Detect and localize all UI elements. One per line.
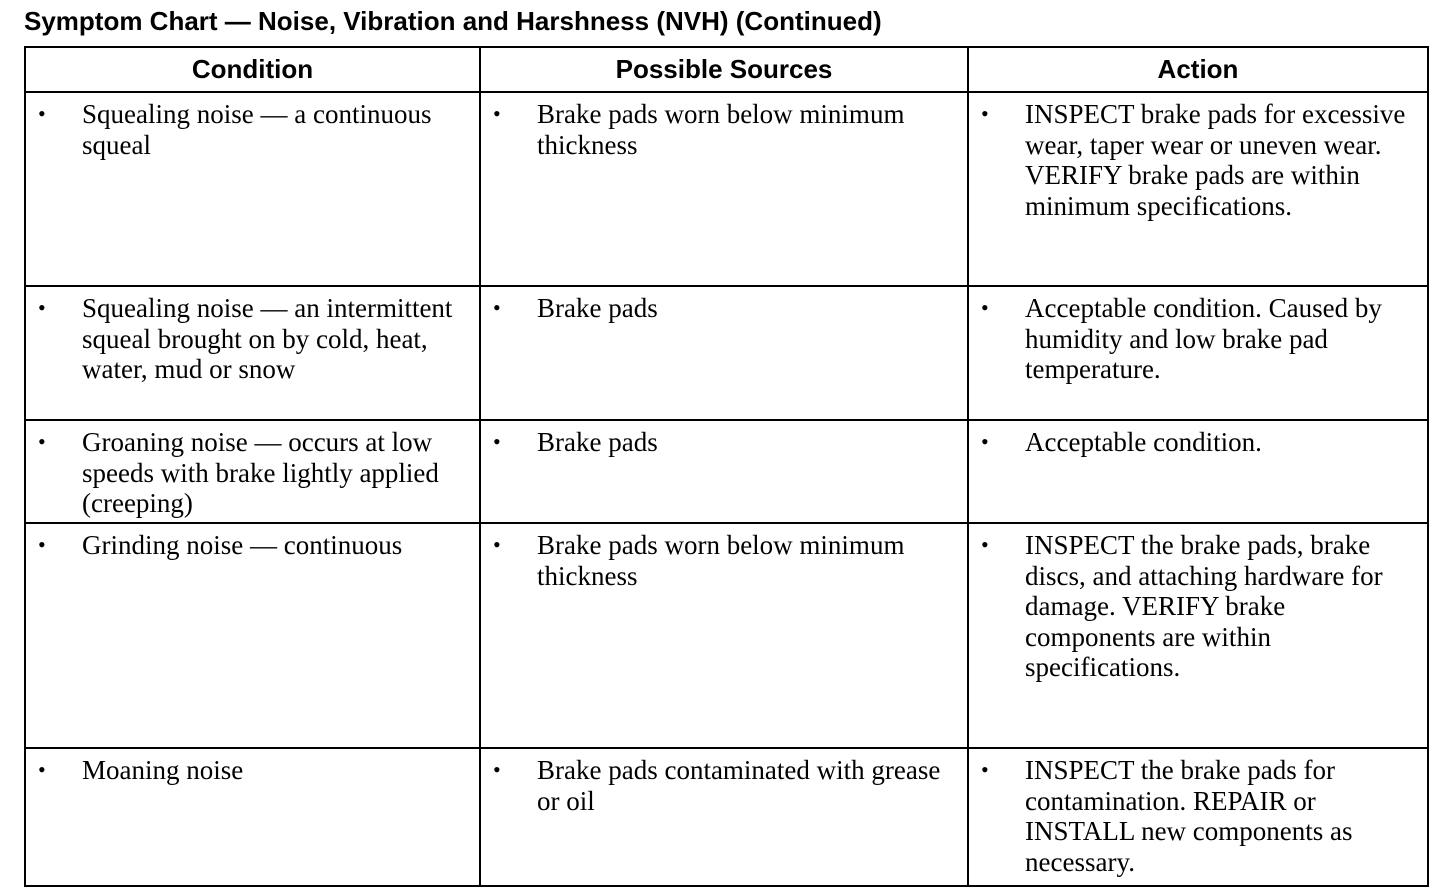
sources-cell (480, 286, 968, 420)
bullet: • (981, 429, 989, 454)
condition-cell (25, 523, 480, 748)
condition-text: Grinding noise — continuous (82, 530, 403, 560)
condition-cell (25, 420, 480, 523)
condition-text: Moaning noise (82, 755, 244, 785)
bullet: • (38, 429, 46, 454)
bullet: • (981, 295, 989, 320)
action-text: INSPECT the brake pads for contamination. REPAIR or INSTALL new components as necessary. (1025, 755, 1353, 877)
sources-text: Brake pads (537, 293, 658, 323)
sources-cell (480, 748, 968, 886)
bullet: • (38, 532, 46, 557)
condition-cell (25, 92, 480, 286)
action-cell (968, 286, 1428, 420)
bullet: • (493, 429, 501, 454)
sources-cell (480, 523, 968, 748)
bullet: • (38, 295, 46, 320)
bullet: • (981, 757, 989, 782)
table-row (25, 420, 1428, 523)
bullet: • (38, 757, 46, 782)
condition-text: Squealing noise — a continuous squeal (82, 99, 432, 160)
action-cell (968, 748, 1428, 886)
header-action: Action (968, 47, 1428, 92)
condition-cell (25, 748, 480, 886)
action-cell (968, 420, 1428, 523)
table-row (25, 748, 1428, 886)
bullet: • (493, 101, 501, 126)
action-text: Acceptable condition. Caused by humidity and low brake pad temperature. (1025, 293, 1382, 385)
action-text: Acceptable condition. (1025, 427, 1262, 457)
action-cell (968, 92, 1428, 286)
table-row (25, 523, 1428, 748)
sources-cell (480, 92, 968, 286)
bullet: • (38, 101, 46, 126)
header-condition: Condition (25, 47, 480, 92)
sources-text: Brake pads contaminated with grease or oil (537, 755, 941, 816)
condition-cell (25, 286, 480, 420)
sources-cell (480, 420, 968, 523)
action-cell (968, 523, 1428, 748)
bullet: • (493, 295, 501, 320)
bullet: • (493, 757, 501, 782)
action-text: INSPECT brake pads for excessive wear, taper wear or uneven wear. VERIFY brake pads are within minimum specifications. (1025, 99, 1406, 221)
chart-title: Symptom Chart — Noise, Vibration and Harshness (NVH) (Continued) (24, 6, 882, 36)
bullet: • (981, 101, 989, 126)
header-row (25, 47, 1428, 92)
table-row (25, 286, 1428, 420)
condition-text: Groaning noise — occurs at low speeds with brake lightly applied (creeping) (82, 427, 439, 519)
sources-text: Brake pads worn below minimum thickness (537, 530, 905, 591)
sources-text: Brake pads worn below minimum thickness (537, 99, 905, 160)
bullet: • (981, 532, 989, 557)
bullet: • (493, 532, 501, 557)
sources-text: Brake pads (537, 427, 658, 457)
header-possible-sources: Possible Sources (480, 47, 968, 92)
symptom-chart-table (24, 46, 1429, 887)
condition-text: Squealing noise — an intermittent squeal brought on by cold, heat, water, mud or snow (82, 293, 453, 385)
action-text: INSPECT the brake pads, brake discs, and attaching hardware for damage. VERIFY brake components are within specifications. (1025, 530, 1383, 683)
table-row (25, 92, 1428, 286)
